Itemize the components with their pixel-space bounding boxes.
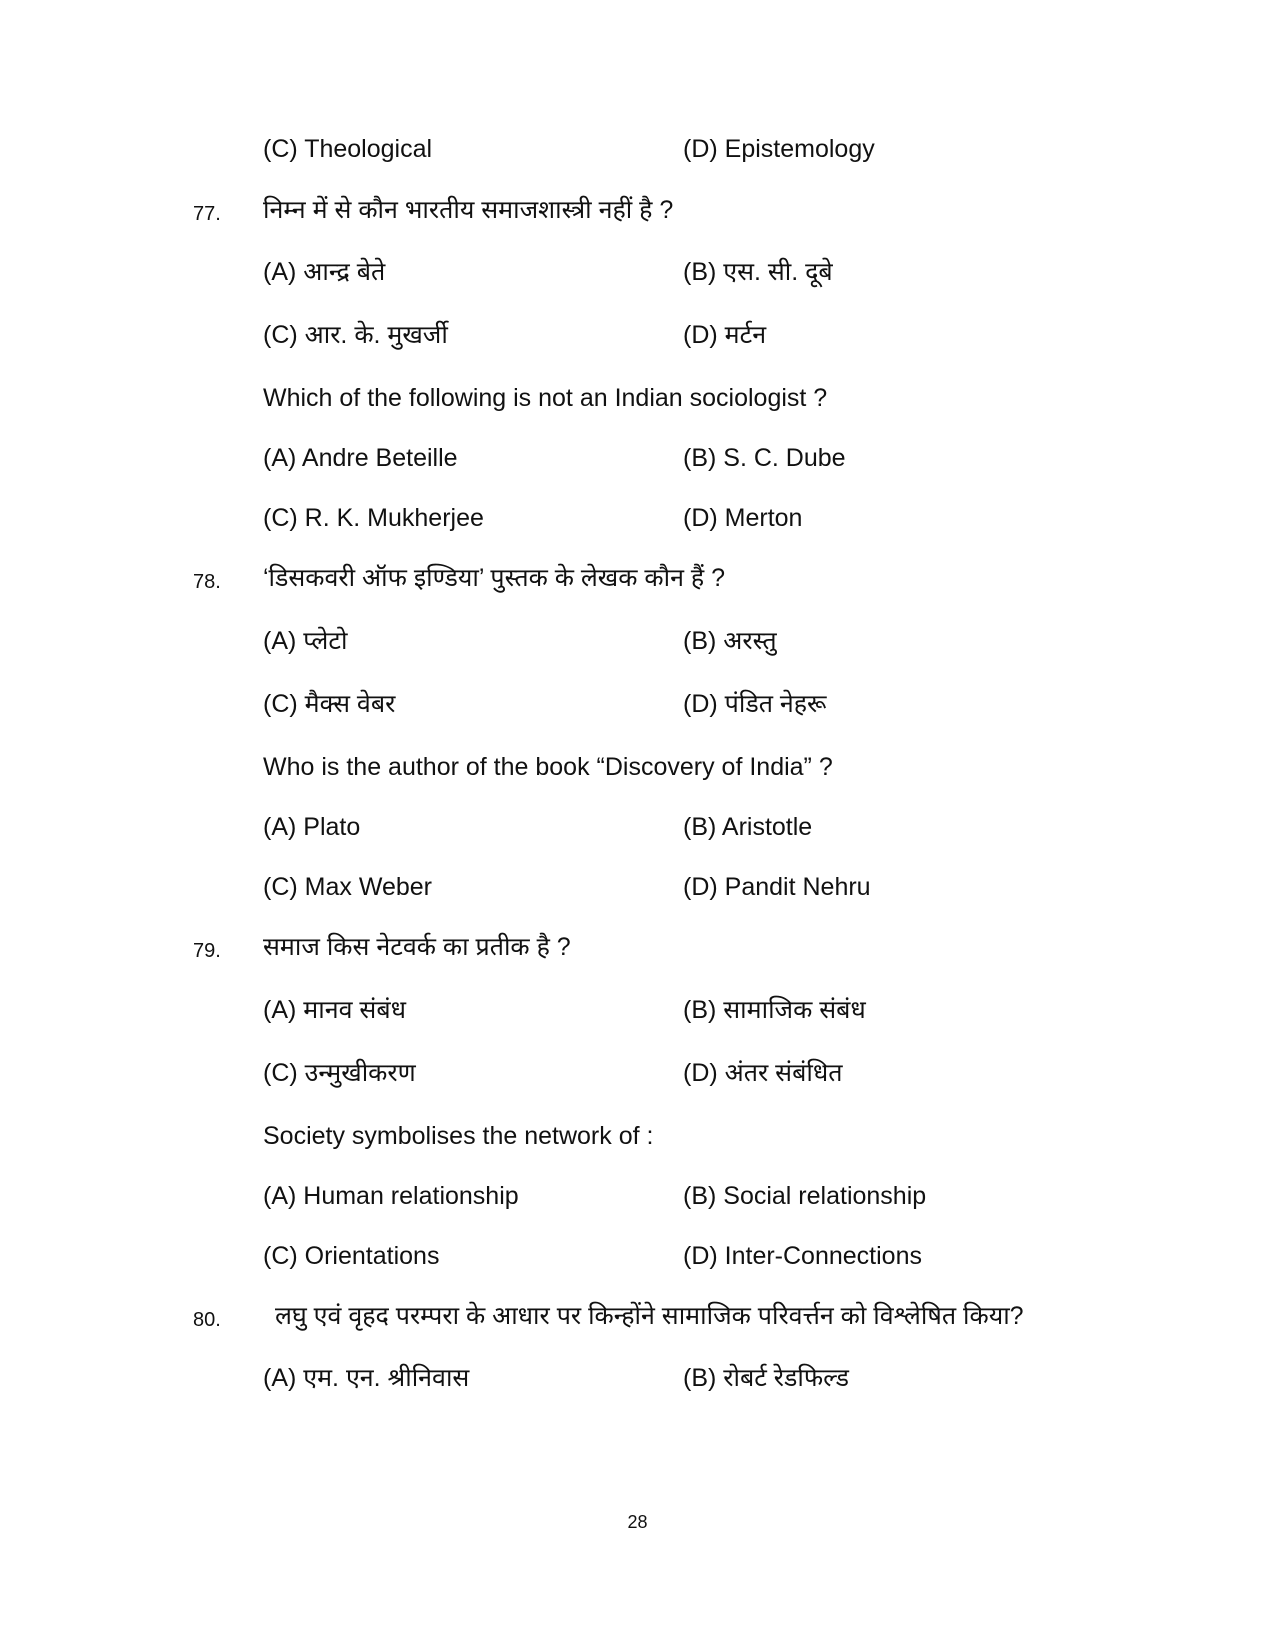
answer-option: (A) Andre Beteille xyxy=(263,444,458,472)
answer-option: (B) रोबर्ट रेडफिल्ड xyxy=(683,1364,850,1392)
answer-option: (D) Inter-Connections xyxy=(683,1242,922,1270)
question-number: 77. xyxy=(193,203,221,225)
answer-option: (C) R. K. Mukherjee xyxy=(263,504,484,532)
options-row xyxy=(0,993,1275,1027)
question-line xyxy=(0,561,1275,595)
options-row xyxy=(0,1361,1275,1395)
answer-option: (C) उन्मुखीकरण xyxy=(263,1059,416,1087)
answer-option: (C) Max Weber xyxy=(263,873,433,901)
options-row xyxy=(0,870,1275,904)
options-row xyxy=(0,441,1275,475)
question-text: निम्न में से कौन भारतीय समाजशास्त्री नहीं है ? xyxy=(263,196,674,224)
question-text: समाज किस नेटवर्क का प्रतीक है ? xyxy=(263,933,571,961)
question-line xyxy=(0,750,1275,784)
answer-option: (A) मानव संबंध xyxy=(263,996,406,1024)
question-line xyxy=(0,1119,1275,1153)
answer-option: (A) Plato xyxy=(263,813,361,841)
answer-option: (D) Merton xyxy=(683,504,803,532)
answer-option: (C) Orientations xyxy=(263,1242,440,1270)
options-row xyxy=(0,1239,1275,1273)
question-text: Society symbolises the network of : xyxy=(263,1122,654,1150)
question-number: 79. xyxy=(193,940,221,962)
question-line xyxy=(0,1299,1275,1333)
options-row xyxy=(0,687,1275,721)
options-row xyxy=(0,624,1275,658)
answer-option: (A) आन्द्र बेते xyxy=(263,258,386,286)
answer-option: (C) मैक्स वेबर xyxy=(263,690,396,718)
question-text: ‘डिसकवरी ऑफ इण्डिया’ पुस्तक के लेखक कौन हैं ? xyxy=(263,564,726,592)
question-line xyxy=(0,930,1275,964)
answer-option: (A) प्लेटो xyxy=(263,627,348,655)
answer-option: (B) अरस्तु xyxy=(683,627,777,655)
answer-option: (D) पंडित नेहरू xyxy=(683,690,827,718)
options-row xyxy=(0,810,1275,844)
options-row xyxy=(0,255,1275,289)
answer-option: (D) Epistemology xyxy=(683,135,875,163)
question-text: Which of the following is not an Indian sociologist ? xyxy=(263,384,828,412)
answer-option: (B) सामाजिक संबंध xyxy=(683,996,866,1024)
page-number: 28 xyxy=(627,1512,648,1532)
question-number: 80. xyxy=(193,1309,221,1331)
answer-option: (B) Social relationship xyxy=(683,1182,927,1210)
options-row xyxy=(0,1056,1275,1090)
answer-option: (C) Theological xyxy=(263,135,433,163)
options-row xyxy=(0,1179,1275,1213)
answer-option: (D) मर्टन xyxy=(683,321,767,349)
answer-option: (C) आर. के. मुखर्जी xyxy=(263,321,448,349)
answer-option: (B) एस. सी. दूबे xyxy=(683,258,833,286)
question-line xyxy=(0,193,1275,227)
answer-option: (A) एम. एन. श्रीनिवास xyxy=(263,1364,470,1392)
options-row xyxy=(0,132,1275,166)
options-row xyxy=(0,501,1275,535)
options-row xyxy=(0,318,1275,352)
question-text: Who is the author of the book “Discovery of India” ? xyxy=(263,753,833,781)
answer-option: (D) Pandit Nehru xyxy=(683,873,871,901)
answer-option: (D) अंतर संबंधित xyxy=(683,1059,843,1087)
answer-option: (B) Aristotle xyxy=(683,813,813,841)
question-number: 78. xyxy=(193,571,221,593)
answer-option: (A) Human relationship xyxy=(263,1182,519,1210)
question-line xyxy=(0,381,1275,415)
answer-option: (B) S. C. Dube xyxy=(683,444,846,472)
question-text: लघु एवं वृहद परम्परा के आधार पर किन्होंने सामाजिक परिवर्त्तन को विश्लेषित किया? xyxy=(275,1302,1024,1330)
